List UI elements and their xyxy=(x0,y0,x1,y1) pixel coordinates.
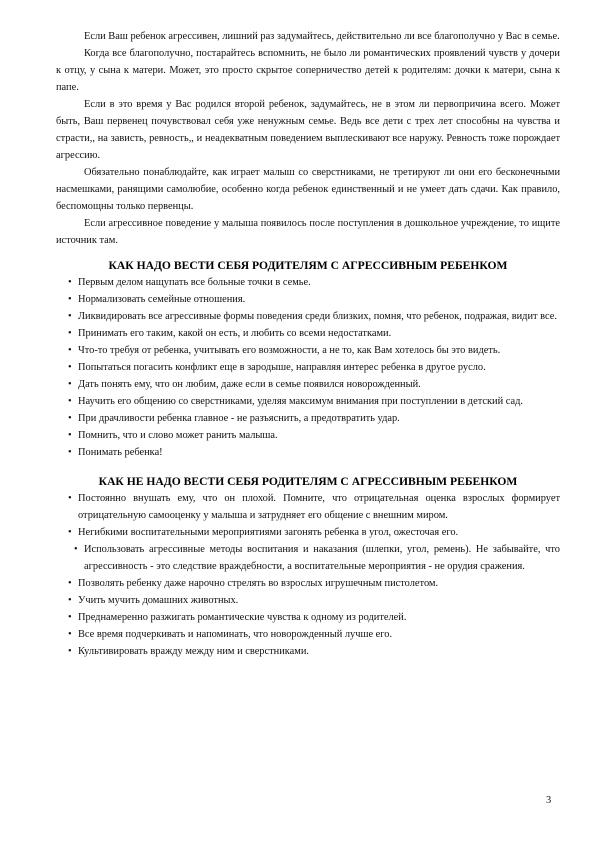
list-item-text: Понимать ребенка! xyxy=(78,447,163,458)
page-content xyxy=(56,28,560,660)
list-item-text: Позволять ребенку даже нарочно стрелять во взрослых игрушечным пистолетом. xyxy=(78,578,439,589)
do-list xyxy=(56,274,560,461)
bullet-marker: • xyxy=(68,629,72,640)
list-item xyxy=(56,575,560,592)
list-item xyxy=(56,359,560,376)
list-item xyxy=(56,376,560,393)
list-item xyxy=(56,274,560,291)
list-item-text: Принимать его таким, какой он есть, и любить со всеми недостатками. xyxy=(78,328,392,339)
page-number: 3 xyxy=(546,795,552,806)
list-item-text: Научить его общению со сверстниками, уделяя максимум внимания при поступлении в детский сад. xyxy=(78,396,523,407)
list-item xyxy=(56,609,560,626)
list-item-text: Постоянно внушать ему, что он плохой. Помните, что отрицательная оценка взрослых формирует отрицательную самооценку у малыша и затрудняет его общение с внешним миром. xyxy=(78,493,560,521)
list-item xyxy=(56,592,560,609)
list-item-text: Ликвидировать все агрессивные формы поведения среди близких, помня, что ребенок, подражая, видит все. xyxy=(78,311,557,322)
bullet-marker: • xyxy=(68,362,72,373)
list-item-text: Попытаться погасить конфликт еще в зародыше, направляя интерес ребенка в другое русло. xyxy=(78,362,486,373)
bullet-marker: • xyxy=(68,311,72,322)
list-item xyxy=(56,342,560,359)
list-item xyxy=(56,490,560,524)
list-item-text: Помнить, что и слово может ранить малыша. xyxy=(78,430,278,441)
list-item xyxy=(56,541,560,575)
intro-paragraph-4: Обязательно понаблюдайте, как играет малыш со сверстниками, не третируют ли они его бесконечными насмешками, ранящими самолюбие, особенно когда ребенок единственный и не умеет дать сдачи. Как правило, беспомощны только первенцы. xyxy=(56,167,560,212)
list-item xyxy=(56,410,560,427)
list-item xyxy=(56,393,560,410)
bullet-marker: • xyxy=(68,294,72,305)
bullet-marker: • xyxy=(68,493,72,504)
intro-paragraph-1: Если Ваш ребенок агрессивен, лишний раз задумайтесь, действительно ли все благополучно у Вас в семье. xyxy=(84,31,560,42)
section-heading-do: КАК НАДО ВЕСТИ СЕБЯ РОДИТЕЛЯМ С АГРЕССИВНЫМ РЕБЕНКОМ xyxy=(108,259,508,272)
list-item-text: Первым делом нащупать все больные точки в семье. xyxy=(78,277,311,288)
bullet-marker: • xyxy=(68,595,72,606)
list-item xyxy=(56,626,560,643)
bullet-marker: • xyxy=(68,277,72,288)
intro-paragraph-3: Если в это время у Вас родился второй ребенок, задумайтесь, не в этом ли первопричина всего. Может быть, Ваш первенец почувствовал себя уже ненужным семье. Ведь все дети с трех лет способны на чувства и страсти,, на зависть, ревность,, и неадекватным поведением выплескивают все наружу. Ревность тоже порождает агрессию. xyxy=(56,99,560,161)
bullet-marker: • xyxy=(68,413,72,424)
bullet-marker: • xyxy=(68,379,72,390)
list-item-text: Дать понять ему, что он любим, даже если в семье появился новорожденный. xyxy=(78,379,421,390)
bullet-marker: • xyxy=(68,396,72,407)
list-item xyxy=(56,444,560,461)
intro-paragraph-5: Если агрессивное поведение у малыша появилось после поступления в дошкольное учреждение, то ищите источник там. xyxy=(56,218,560,246)
dont-list xyxy=(56,490,560,660)
list-item xyxy=(56,524,560,541)
bullet-marker: • xyxy=(68,612,72,623)
list-item-text: Негибкими воспитательными мероприятиями загонять ребенка в угол, ожесточая его. xyxy=(78,527,459,538)
list-item-text: Учить мучить домашних животных. xyxy=(78,595,239,606)
bullet-marker: • xyxy=(68,578,72,589)
list-item xyxy=(56,643,560,660)
bullet-marker: • xyxy=(68,447,72,458)
bullet-marker: • xyxy=(68,328,72,339)
list-item-text: Нормализовать семейные отношения. xyxy=(78,294,246,305)
bullet-marker: • xyxy=(74,544,78,555)
list-item xyxy=(56,308,560,325)
bullet-marker: • xyxy=(68,430,72,441)
list-item xyxy=(56,291,560,308)
bullet-marker: • xyxy=(68,345,72,356)
intro-paragraph-2: Когда все благополучно, постарайтесь вспомнить, не было ли романтических проявлений чувств у дочери к отцу, у сына к матери. Может, это просто скрытое соперничество детей к родителям: дочки к матери, сына к папе. xyxy=(56,48,560,93)
list-item xyxy=(56,325,560,342)
list-item-text: Преднамеренно разжигать романтические чувства к одному из родителей. xyxy=(78,612,407,623)
list-item-text: Культивировать вражду между ним и сверстниками. xyxy=(78,646,310,657)
list-item-text: При драчливости ребенка главное - не разъяснить, а предотвратить удар. xyxy=(78,413,400,424)
bullet-marker: • xyxy=(68,646,72,657)
list-item-text: Что-то требуя от ребенка, учитывать его возможности, а не то, как Вам хотелось бы это видеть. xyxy=(78,345,501,356)
section-heading-dont: КАК НЕ НАДО ВЕСТИ СЕБЯ РОДИТЕЛЯМ С АГРЕССИВНЫМ РЕБЕНКОМ xyxy=(98,475,518,488)
list-item-text: Использовать агрессивные методы воспитания и наказания (шлепки, угол, ремень). Не забывайте, что агрессивность - это следствие враждебности, а воспитательные мероприятия - не орудия сражения. xyxy=(84,544,560,572)
bullet-marker: • xyxy=(68,527,72,538)
list-item xyxy=(56,427,560,444)
list-item-text: Все время подчеркивать и напоминать, что новорожденный лучше его. xyxy=(78,629,393,640)
